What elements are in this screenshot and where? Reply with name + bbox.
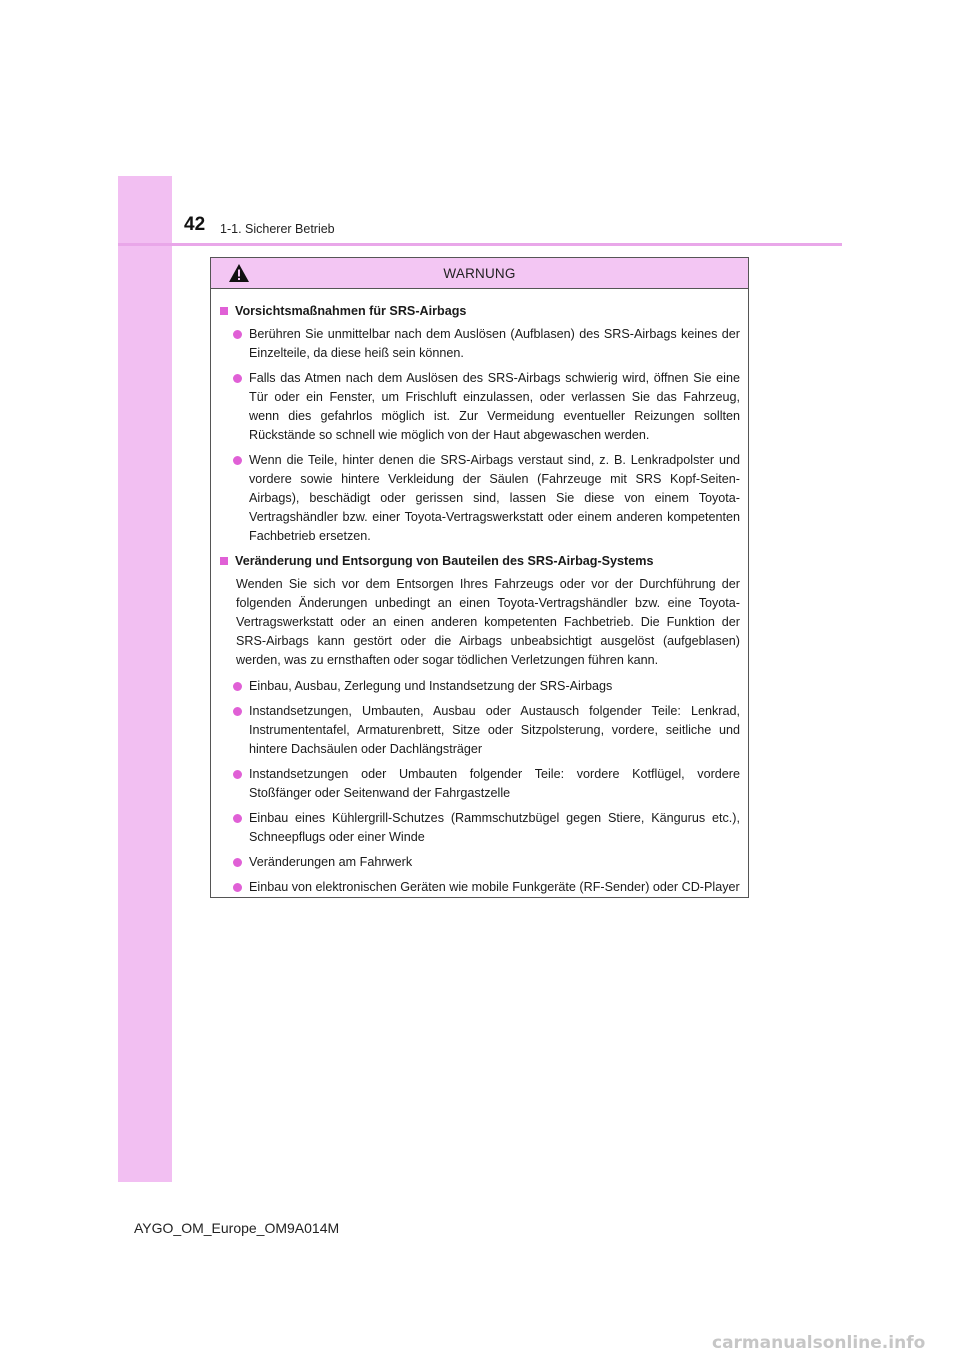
page-number: 42 <box>184 214 206 235</box>
section-title: 1-1. Sicherer Betrieb <box>220 222 335 236</box>
bullet-dot-icon <box>233 883 242 892</box>
square-bullet-icon <box>220 307 228 315</box>
bullet-dot-icon <box>233 707 242 716</box>
list-item: Instandsetzungen oder Umbauten folgender Teile: vordere Kotflügel, vordere Stoßfänger oder Seitenwand der Fahrgastzelle <box>233 765 740 803</box>
warning-triangle-icon <box>228 263 250 283</box>
list-item: Wenn die Teile, hinter denen die SRS-Airbags verstaut sind, z. B. Lenkradpolster und vordere sowie hintere Verkleidung der Säulen (Fahrzeuge mit SRS Kopf-Seiten-Airbags), beschädigt oder gerissen sind, lassen Sie diese von einem Toyota-Vertragshändler bzw. einer Toyota-Vertragswerkstatt oder einem anderen kompetenten Fachbetrieb ersetzen. <box>233 451 740 546</box>
bullet-dot-icon <box>233 682 242 691</box>
warning-header <box>211 258 748 289</box>
bullet-dot-icon <box>233 770 242 779</box>
section-heading: Vorsichtsmaßnahmen für SRS-Airbags <box>219 302 740 321</box>
watermark-link[interactable]: carmanualsonline.info <box>712 1333 926 1353</box>
list-item: Einbau von elektronischen Geräten wie mobile Funkgeräte (RF-Sender) oder CD-Player <box>233 878 740 897</box>
header-rule <box>118 243 842 246</box>
bullet-dot-icon <box>233 456 242 465</box>
list-item: Falls das Atmen nach dem Auslösen des SRS-Airbags schwierig wird, öffnen Sie eine Tür oder ein Fenster, um Frischluft einzulassen, oder verlassen Sie das Fahrzeug, wenn dies gefahrlos möglich ist. Zur Vermeidung eventueller Reizungen sollten Rückstände so schnell wie möglich von der Haut abgewaschen werden. <box>233 369 740 445</box>
bullet-dot-icon <box>233 330 242 339</box>
list-item: Berühren Sie unmittelbar nach dem Auslösen (Aufblasen) des SRS-Airbags keines der Einzelteile, da diese heiß sein können. <box>233 325 740 363</box>
list-item: Veränderungen am Fahrwerk <box>233 853 740 872</box>
bullet-dot-icon <box>233 814 242 823</box>
bullet-dot-icon <box>233 858 242 867</box>
bullet-dot-icon <box>233 374 242 383</box>
list-item: Einbau eines Kühlergrill-Schutzes (Rammschutzbügel gegen Stiere, Kängurus etc.), Schneepflugs oder einer Winde <box>233 809 740 847</box>
square-bullet-icon <box>220 557 228 565</box>
side-tab-band <box>118 176 172 1182</box>
document-code: AYGO_OM_Europe_OM9A014M <box>134 1220 340 1236</box>
warning-title: WARNUNG <box>443 265 516 281</box>
section-heading: Veränderung und Entsorgung von Bauteilen des SRS-Airbag-Systems <box>219 552 740 571</box>
warning-body <box>211 289 748 897</box>
list-item: Einbau, Ausbau, Zerlegung und Instandsetzung der SRS-Airbags <box>233 677 740 696</box>
list-item: Instandsetzungen, Umbauten, Ausbau oder Austausch folgender Teile: Lenkrad, Instrumententafel, Armaturenbrett, Sitze oder Sitzpolsterung, vordere, seitliche und hintere Dachsäulen oder Dachlängsträger <box>233 702 740 759</box>
section-paragraph: Wenden Sie sich vor dem Entsorgen Ihres Fahrzeugs oder vor der Durchführung der folgenden Änderungen unbedingt an einen Toyota-Vertragshändler bzw. eine Toyota-Vertragswerkstatt oder an einen anderen kompetenten Fachbetrieb. Die Funktion der SRS-Airbags kann gestört oder die Airbags unbeabsichtigt ausgelöst (aufgeblasen) werden, was zu ernsthaften oder sogar tödlichen Verletzungen führen kann. <box>236 577 740 667</box>
warning-box <box>210 257 749 898</box>
